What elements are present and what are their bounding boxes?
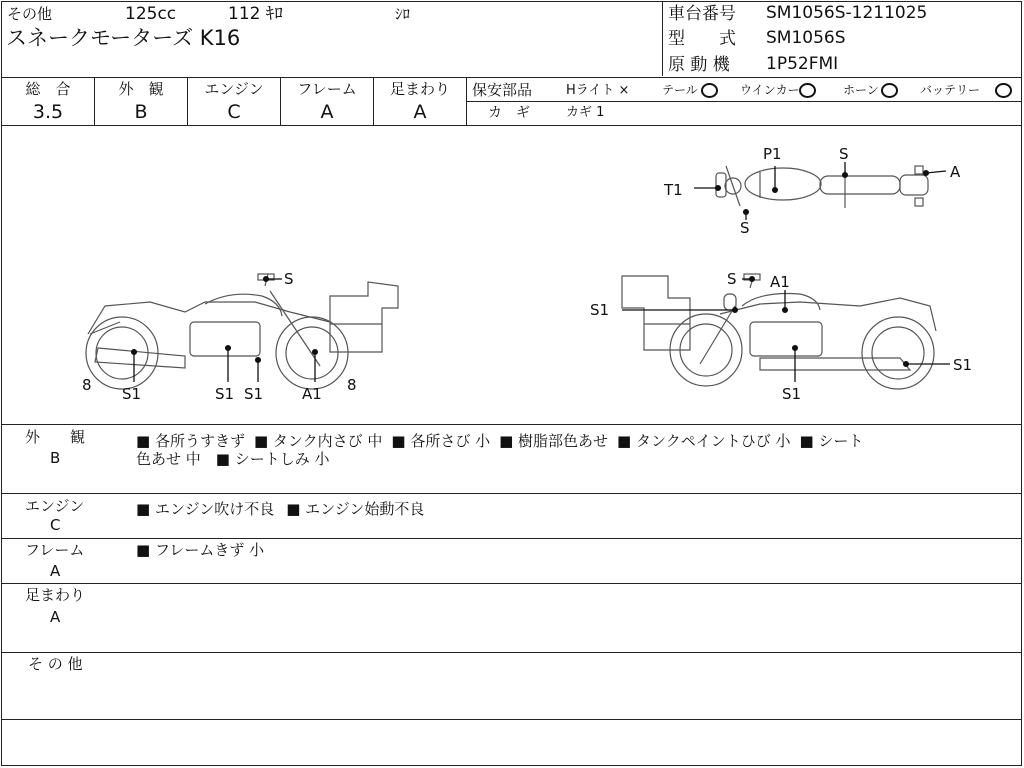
remarks-exterior-items [136, 430, 863, 451]
headlight-status: Hライト × [566, 83, 630, 98]
battery-ok-mark [995, 83, 1012, 98]
left-side-view-motorcycle [86, 274, 398, 389]
remark-item: 色あせ 中 ■ シートしみ 小 [136, 450, 330, 468]
key-value: カギ 1 [566, 105, 605, 120]
label-p1: P1 [763, 145, 782, 163]
remarks-suspension-grade: A [50, 608, 61, 626]
motorcycle-diagram [0, 126, 1024, 426]
label-a1: A1 [770, 273, 790, 291]
remarks-bottom-line [2, 719, 1021, 720]
remarks-frame-label: フレーム [25, 541, 85, 559]
tail-ok-mark [701, 83, 718, 98]
label-s1: S1 [590, 301, 610, 319]
type-value: SM1056S [766, 28, 846, 48]
label-s1: S1 [215, 385, 235, 403]
grade-exterior-value: B [134, 101, 148, 123]
label-8: 8 [347, 376, 357, 394]
engine-model-label: 原 動 機 [668, 55, 730, 75]
safety-divider [467, 101, 1021, 102]
remarks-exterior-grade: B [50, 449, 61, 467]
grade-total-label: 総 合 [25, 80, 71, 98]
label-s1: S1 [122, 385, 142, 403]
grade-frame-value: A [320, 101, 334, 123]
remark-item: ■ タンク内さび 中 [253, 432, 383, 450]
label-s1: S1 [782, 385, 802, 403]
label-s: S [839, 145, 849, 163]
remarks-engine-label: エンジン [25, 497, 85, 515]
diagram-bottom-line [2, 424, 1021, 425]
remarks-other-label: そ の 他 [28, 655, 83, 673]
label-a1: A1 [302, 385, 322, 403]
grade-suspension-value: A [413, 101, 427, 123]
header-bottom-line [2, 77, 1021, 78]
grade-engine-label: エンジン [204, 80, 264, 98]
label-s: S [740, 219, 750, 237]
remarks-divider [2, 652, 1021, 653]
remark-item: ■ 各所さび 小 [391, 432, 491, 450]
remark-item: ■ フレームきず 小 [136, 541, 265, 559]
grade-total-value: 3.5 [32, 101, 64, 123]
winker-label: ウインカー [740, 83, 800, 97]
key-label: カ ギ [488, 105, 530, 121]
remark-item: ■ 樹脂部色あせ [499, 432, 609, 450]
tail-label: テール [662, 83, 698, 97]
safety-parts-label: 保安部品 [472, 81, 533, 99]
horn-label: ホーン [843, 83, 879, 97]
grade-engine-value: C [227, 101, 241, 123]
label-s1: S1 [953, 356, 973, 374]
displacement: 125cc [125, 4, 177, 24]
grade-exterior-label: 外 観 [118, 80, 164, 98]
remarks-divider [2, 493, 1021, 494]
engine-model-value: 1P52FMI [766, 54, 839, 74]
winker-ok-mark [799, 83, 816, 98]
remark-item: ■ タンクペイントひび 小 [617, 432, 791, 450]
remarks-frame-grade: A [50, 562, 61, 580]
label-s: S [727, 270, 737, 288]
mileage: 112 ｷﾛ [228, 4, 283, 24]
label-8: 8 [82, 376, 92, 394]
remarks-engine-grade: C [50, 516, 61, 534]
frame-no-label: 車台番号 [668, 4, 736, 24]
label-s: S [284, 270, 294, 288]
color-value: ｼﾛ [395, 5, 411, 23]
label-s1: S1 [244, 385, 264, 403]
remarks-divider [2, 538, 1021, 539]
remarks-suspension-label: 足まわり [25, 586, 86, 604]
label-t1: T1 [664, 181, 683, 199]
frame-no-value: SM1056S-1211025 [766, 3, 928, 23]
grade-suspension-label: 足まわり [389, 80, 450, 98]
horn-ok-mark [881, 83, 898, 98]
remark-item: ■ エンジン始動不良 [286, 500, 425, 518]
grade-frame-label: フレーム [297, 80, 357, 98]
header-divider [662, 2, 663, 76]
remark-item: ■ エンジン吹け不良 [136, 500, 275, 518]
label-a: A [950, 163, 961, 181]
remarks-engine-items [136, 498, 424, 519]
category-label: その他 [7, 5, 53, 23]
remark-item: ■ シート [799, 432, 864, 450]
remarks-divider [2, 583, 1021, 584]
top-view-motorcycle [716, 166, 928, 208]
battery-label: バッテリー [920, 83, 981, 97]
right-side-view-motorcycle [622, 274, 936, 389]
remarks-exterior-label: 外 観 [25, 428, 86, 446]
remark-item: ■ 各所うすきず [136, 432, 245, 450]
type-label: 型 式 [668, 29, 736, 49]
model-name: スネークモーターズ K16 [6, 26, 241, 50]
